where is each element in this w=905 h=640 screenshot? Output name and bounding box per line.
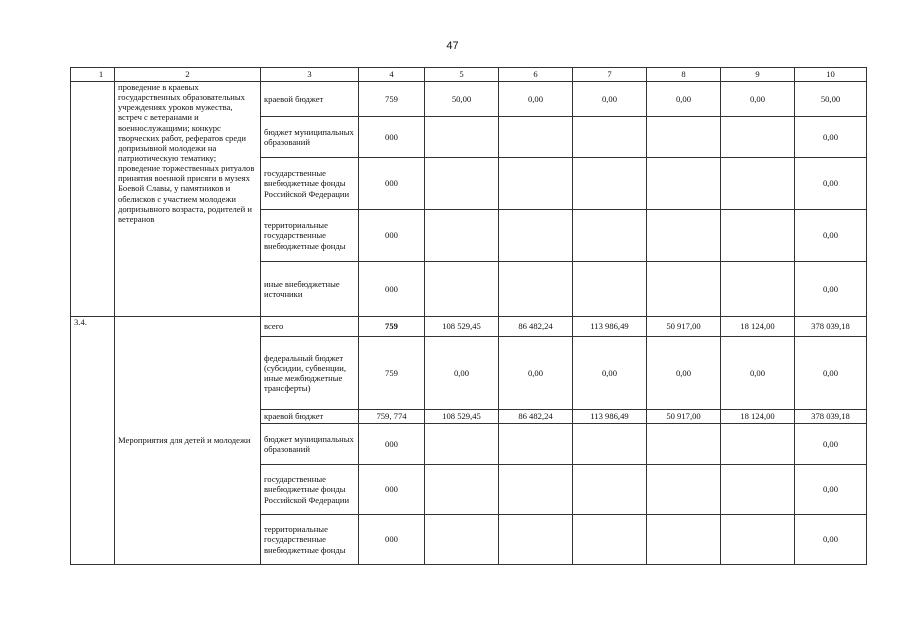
value-cell bbox=[499, 158, 573, 210]
value-cell: 113 986,49 bbox=[573, 317, 647, 337]
budget-code: 000 bbox=[359, 424, 425, 465]
budget-code: 000 bbox=[359, 465, 425, 515]
funding-source: бюджет муниципальных образований bbox=[261, 117, 359, 158]
total-cell: 0,00 bbox=[795, 210, 867, 262]
value-cell: 113 986,49 bbox=[573, 410, 647, 424]
value-cell bbox=[425, 424, 499, 465]
value-cell bbox=[499, 117, 573, 158]
value-cell: 0,00 bbox=[573, 82, 647, 117]
value-cell: 18 124,00 bbox=[721, 317, 795, 337]
value-cell bbox=[721, 424, 795, 465]
value-cell bbox=[499, 515, 573, 565]
value-cell bbox=[499, 210, 573, 262]
value-cell bbox=[721, 515, 795, 565]
value-cell bbox=[721, 158, 795, 210]
header-cell: 3 bbox=[261, 68, 359, 82]
value-cell bbox=[425, 262, 499, 317]
value-cell bbox=[573, 515, 647, 565]
funding-source: иные внебюджетные источники bbox=[261, 262, 359, 317]
value-cell bbox=[573, 424, 647, 465]
budget-code: 759, 774 bbox=[359, 410, 425, 424]
header-cell: 6 bbox=[499, 68, 573, 82]
value-cell: 0,00 bbox=[647, 82, 721, 117]
value-cell bbox=[721, 210, 795, 262]
header-row bbox=[71, 68, 867, 82]
header-cell: 2 bbox=[115, 68, 261, 82]
total-cell: 0,00 bbox=[795, 158, 867, 210]
value-cell bbox=[425, 117, 499, 158]
header-cell: 7 bbox=[573, 68, 647, 82]
value-cell: 0,00 bbox=[573, 337, 647, 410]
budget-code: 000 bbox=[359, 515, 425, 565]
page-number: 47 bbox=[446, 40, 459, 52]
budget-code: 000 bbox=[359, 262, 425, 317]
funding-source: государственные внебюджетные фонды Российской Федерации bbox=[261, 158, 359, 210]
value-cell bbox=[499, 465, 573, 515]
table-row bbox=[71, 317, 867, 337]
header-cell: 10 bbox=[795, 68, 867, 82]
value-cell: 50 917,00 bbox=[647, 317, 721, 337]
funding-source: всего bbox=[261, 317, 359, 337]
budget-code: 759 bbox=[359, 337, 425, 410]
value-cell bbox=[499, 424, 573, 465]
table-row bbox=[71, 82, 867, 117]
funding-source: государственные внебюджетные фонды Российской Федерации bbox=[261, 465, 359, 515]
budget-code: 759 bbox=[359, 317, 425, 337]
funding-source: федеральный бюджет (субсидии, субвенции, иные межбюджетные трансферты) bbox=[261, 337, 359, 410]
value-cell bbox=[647, 465, 721, 515]
value-cell: 108 529,45 bbox=[425, 317, 499, 337]
funding-source: территориальные государственные внебюджетные фонды bbox=[261, 515, 359, 565]
value-cell: 0,00 bbox=[647, 337, 721, 410]
value-cell: 0,00 bbox=[499, 337, 573, 410]
value-cell bbox=[647, 210, 721, 262]
value-cell bbox=[499, 262, 573, 317]
value-cell: 18 124,00 bbox=[721, 410, 795, 424]
value-cell bbox=[647, 117, 721, 158]
total-cell: 0,00 bbox=[795, 337, 867, 410]
total-cell: 0,00 bbox=[795, 465, 867, 515]
value-cell bbox=[721, 465, 795, 515]
total-cell: 0,00 bbox=[795, 424, 867, 465]
header-cell: 1 bbox=[71, 68, 115, 82]
total-cell: 378 039,18 bbox=[795, 317, 867, 337]
value-cell bbox=[647, 515, 721, 565]
budget-code: 759 bbox=[359, 82, 425, 117]
value-cell bbox=[425, 465, 499, 515]
value-cell bbox=[721, 117, 795, 158]
value-cell bbox=[573, 210, 647, 262]
item-description: Мероприятия для детей и молодежи bbox=[115, 317, 261, 565]
header-cell: 9 bbox=[721, 68, 795, 82]
value-cell bbox=[647, 158, 721, 210]
value-cell bbox=[721, 262, 795, 317]
value-cell: 0,00 bbox=[721, 82, 795, 117]
header-cell: 8 bbox=[647, 68, 721, 82]
value-cell bbox=[647, 262, 721, 317]
budget-code: 000 bbox=[359, 158, 425, 210]
budget-table bbox=[70, 67, 867, 565]
funding-source: краевой бюджет bbox=[261, 410, 359, 424]
value-cell bbox=[573, 117, 647, 158]
value-cell bbox=[425, 210, 499, 262]
value-cell bbox=[573, 465, 647, 515]
funding-source: краевой бюджет bbox=[261, 82, 359, 117]
item-description: проведение в краевых государственных образовательных учреждениях уроков мужества, встреч с ветеранами и военнослужащими; конкурс творческих работ, рефератов среди допризывной молодежи на патриотическую тематику; проведение торжественных ритуалов принятия военной присяги в музеях Боевой Славы, у памятников и обелисков с участием молодежи допризывного возраста, родителей и ветеранов bbox=[115, 82, 261, 317]
total-cell: 0,00 bbox=[795, 262, 867, 317]
value-cell: 50 917,00 bbox=[647, 410, 721, 424]
value-cell: 86 482,24 bbox=[499, 410, 573, 424]
value-cell bbox=[425, 515, 499, 565]
value-cell bbox=[425, 158, 499, 210]
budget-code: 000 bbox=[359, 117, 425, 158]
item-number: 3.4. bbox=[71, 317, 115, 565]
total-cell: 378 039,18 bbox=[795, 410, 867, 424]
value-cell: 0,00 bbox=[499, 82, 573, 117]
value-cell: 86 482,24 bbox=[499, 317, 573, 337]
total-cell: 0,00 bbox=[795, 117, 867, 158]
header-cell: 5 bbox=[425, 68, 499, 82]
value-cell bbox=[573, 158, 647, 210]
budget-code: 000 bbox=[359, 210, 425, 262]
value-cell bbox=[573, 262, 647, 317]
funding-source: бюджет муниципальных образований bbox=[261, 424, 359, 465]
value-cell: 50,00 bbox=[425, 82, 499, 117]
header-cell: 4 bbox=[359, 68, 425, 82]
value-cell: 0,00 bbox=[721, 337, 795, 410]
total-cell: 0,00 bbox=[795, 515, 867, 565]
item-number bbox=[71, 82, 115, 317]
value-cell: 108 529,45 bbox=[425, 410, 499, 424]
total-cell: 50,00 bbox=[795, 82, 867, 117]
value-cell bbox=[647, 424, 721, 465]
funding-source: территориальные государственные внебюджетные фонды bbox=[261, 210, 359, 262]
value-cell: 0,00 bbox=[425, 337, 499, 410]
